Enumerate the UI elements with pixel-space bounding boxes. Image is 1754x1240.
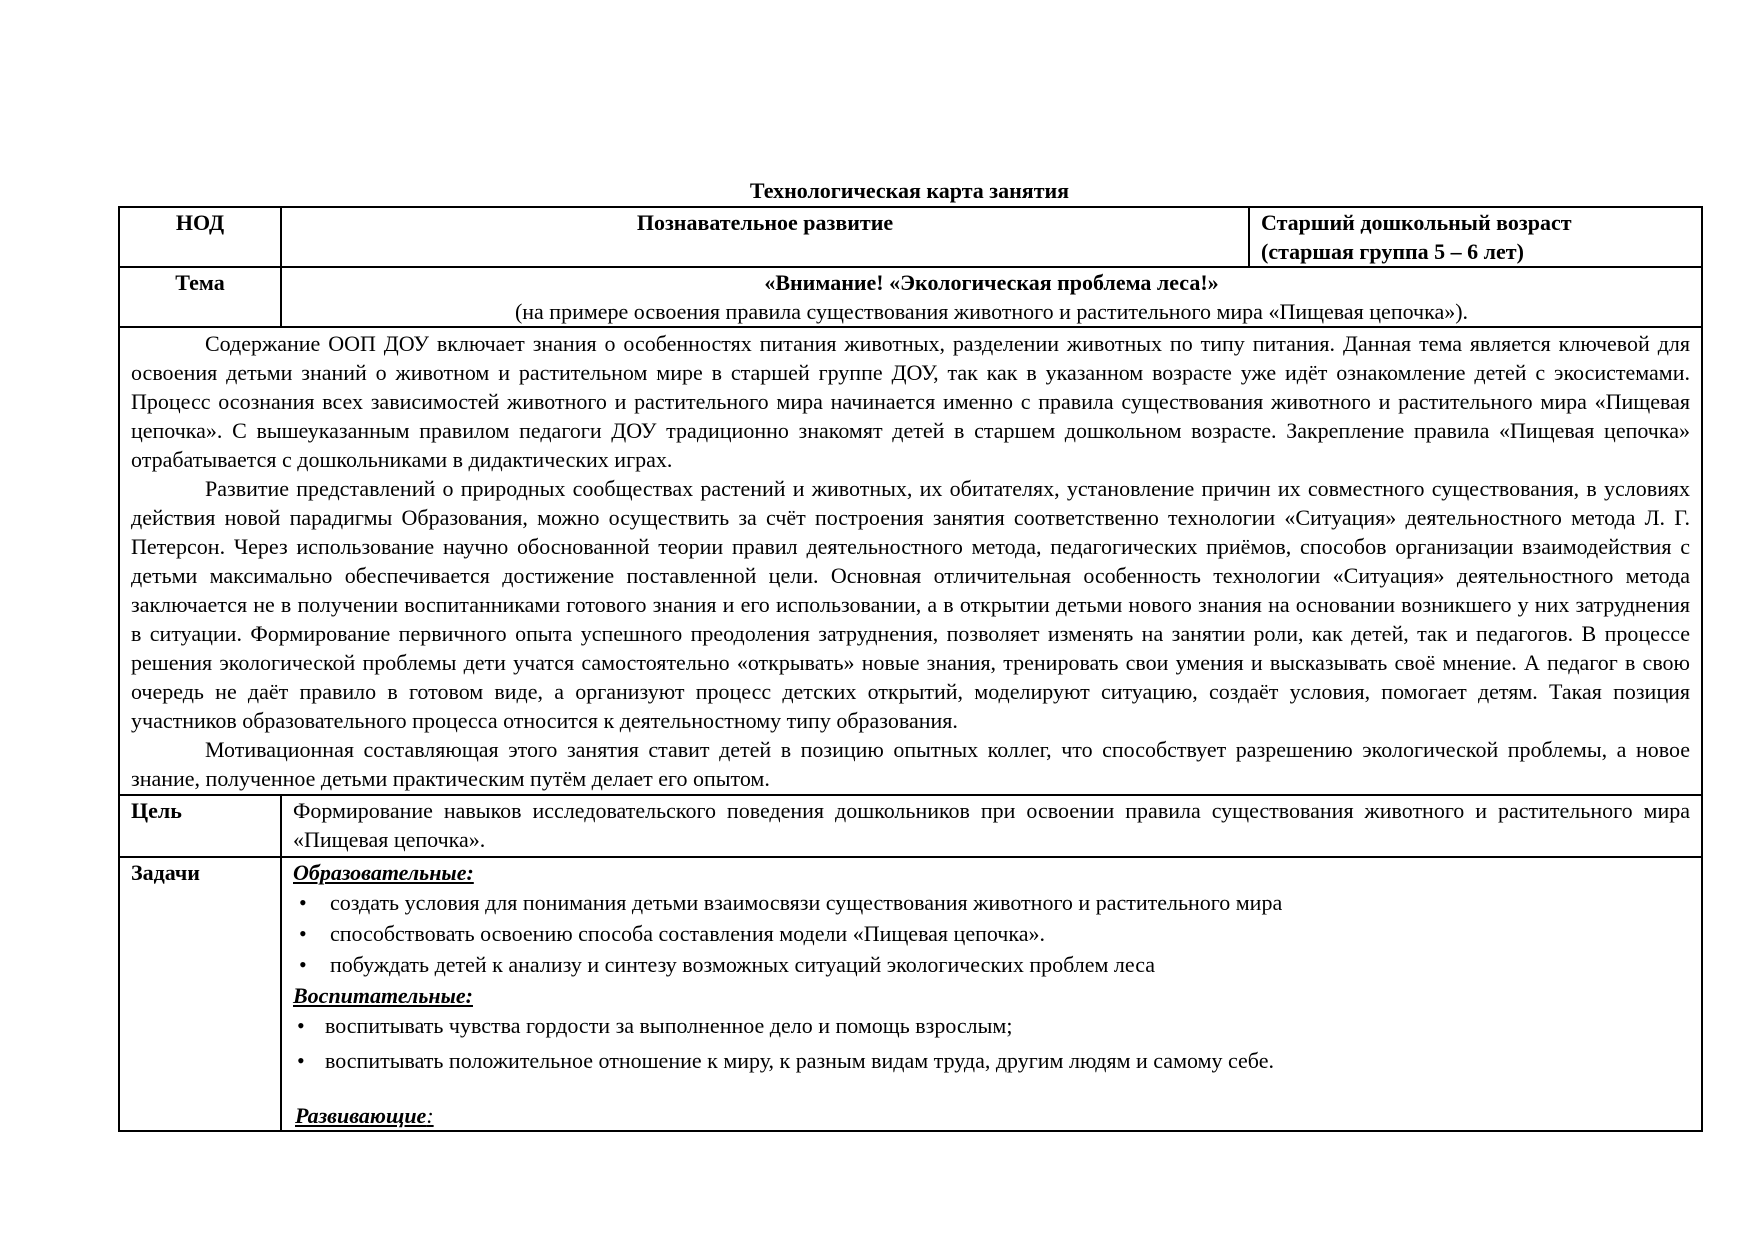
spacer bbox=[293, 1081, 1690, 1101]
description-row bbox=[119, 327, 1702, 795]
tasks-cell bbox=[281, 857, 1702, 1131]
upbringing-heading: Воспитательные: bbox=[293, 983, 473, 1008]
topic-subtitle: (на примере освоения правила существования животного и растительного мира «Пищевая цепочка»). bbox=[514, 299, 1469, 324]
description-paragraph: Развитие представлений о природных сообществах растений и животных, их обитателях, установление причин их совместного существования, в условиях действия новой парадигмы Образования, можно осуществить за счёт построения занятия соответственно технологии «Ситуация» деятельностного метода Л. Г. Петерсон. Через использование научно обоснованной теории правил деятельностного метода, педагогических приёмов, способов организации взаимодействия с детьми максимально обеспечивается достижение поставленной цели. Основная отличительная особенность технологии «Ситуация» деятельностного метода заключается не в получении воспитанниками готового знания и его использовании, а в открытии детьми нового знания на основании возникшего у них затруднения в ситуации. Формирование первичного опыта успешного преодоления затруднения, позволяет изменять на занятии роли, как детей, так и педагогов. В процессе решения экологической проблемы дети учатся самостоятельно «открывать» новые знания, тренировать свои умения и высказывать своё мнение. А педагог в свою очередь не даёт правило в готовом виде, а организуют процесс детских открытий, моделируют ситуацию, создаёт условия, помогает детям. Такая позиция участников образовательного процесса относится к деятельностному типу образования. bbox=[131, 476, 1690, 733]
document-title: Технологическая карта занятия bbox=[749, 178, 1070, 203]
list-item: • побуждать детей к анализу и синтезу возможных ситуаций экологических проблем леса bbox=[299, 952, 1155, 977]
description-cell bbox=[119, 327, 1702, 795]
topic-label: Тема bbox=[119, 267, 281, 327]
age-group bbox=[1249, 207, 1702, 267]
educational-list bbox=[293, 888, 1690, 979]
tasks-row bbox=[119, 857, 1702, 1131]
age-group-line2: (старшая группа 5 – 6 лет) bbox=[1261, 239, 1524, 264]
description-paragraph: Мотивационная составляющая этого занятия ставит детей в позицию опытных коллег, что способствует разрешению экологической проблемы, а новое знание, полученное детьми практическим путём делает его опытом. bbox=[131, 737, 1690, 791]
bullet-icon: • bbox=[297, 1048, 305, 1073]
list-item: • воспитывать положительное отношение к миру, к разным видам труда, другим людям и самому себе. bbox=[297, 1048, 1274, 1073]
bullet-icon: • bbox=[299, 921, 307, 946]
educational-heading: Образовательные: bbox=[293, 860, 474, 885]
nod-label: НОД bbox=[119, 207, 281, 267]
topic-title: «Внимание! «Экологическая проблема леса!» bbox=[764, 270, 1219, 295]
age-group-line1: Старший дошкольный возраст bbox=[1261, 210, 1572, 235]
goal-row bbox=[119, 795, 1702, 857]
topic-row bbox=[119, 267, 1702, 327]
list-item: • воспитывать чувства гордости за выполненное дело и помощь взрослым; bbox=[297, 1013, 1013, 1038]
bullet-icon: • bbox=[299, 952, 307, 977]
topic-cell bbox=[281, 267, 1702, 327]
developing-heading: Развивающие: bbox=[295, 1103, 434, 1128]
development-area: Познавательное развитие bbox=[281, 207, 1249, 267]
nod-row bbox=[119, 207, 1702, 267]
bullet-icon: • bbox=[297, 1013, 305, 1038]
goal-text: Формирование навыков исследовательского поведения дошкольников при освоении правила существования животного и растительного мира «Пищевая цепочка». bbox=[281, 795, 1702, 857]
list-item: • способствовать освоению способа составления модели «Пищевая цепочка». bbox=[299, 921, 1045, 946]
description-paragraph: Содержание ООП ДОУ включает знания о особенностях питания животных, разделении животных по типу питания. Данная тема является ключевой для освоения детьми знаний о животном и растительном мире в старшей группе ДОУ, так как в указанном возрасте уже идёт ознакомление детей с экосистемами. Процесс осознания всех зависимостей животного и растительного мира начинается именно с правила существования животного и растительного мира «Пищевая цепочка». С вышеуказанным правилом педагоги ДОУ традиционно знакомят детей в старшем дошкольном возрасте. Закрепление правила «Пищевая цепочка» отрабатывается с дошкольниками в дидактических играх. bbox=[131, 331, 1690, 472]
goal-label: Цель bbox=[119, 795, 281, 857]
technology-card-table bbox=[118, 206, 1703, 1132]
bullet-icon: • bbox=[299, 890, 307, 915]
tasks-label: Задачи bbox=[119, 857, 281, 1131]
list-item: • создать условия для понимания детьми взаимосвязи существования животного и растительного мира bbox=[299, 890, 1283, 915]
upbringing-list bbox=[293, 1011, 1690, 1075]
